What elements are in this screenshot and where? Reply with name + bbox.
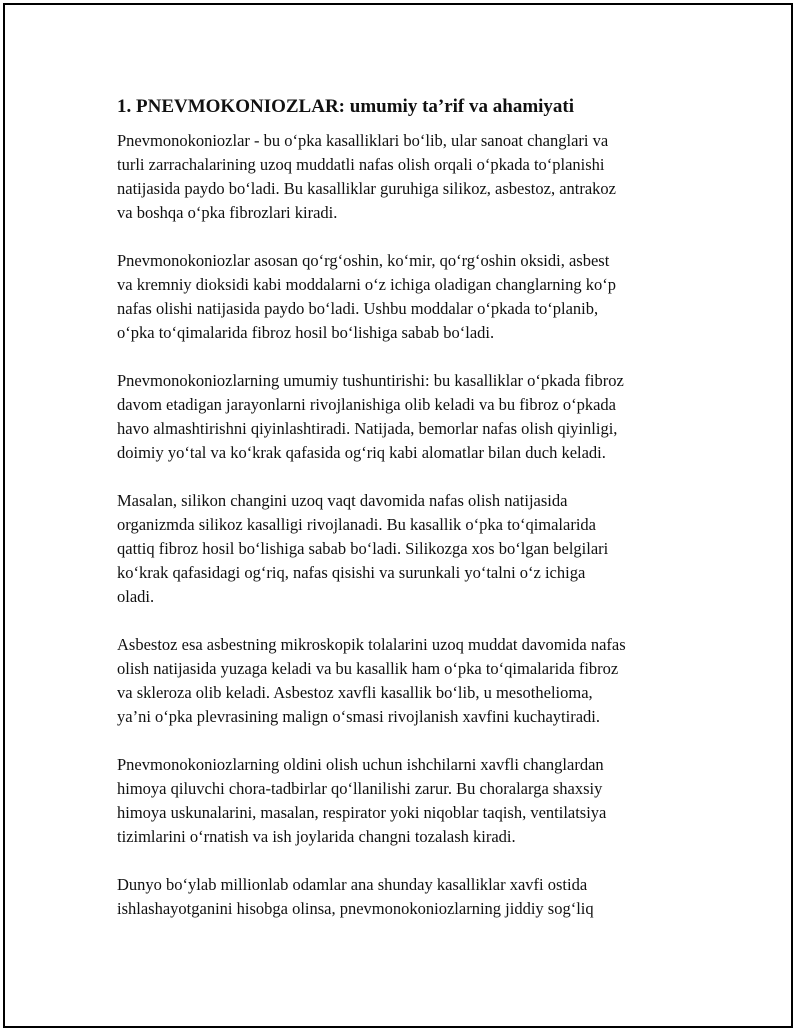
paragraph-line: davom etadigan jarayonlarni rivojlanishiga olib keladi va bu fibroz o‘pkada bbox=[117, 395, 616, 414]
paragraph bbox=[117, 369, 697, 465]
paragraph-line: ishlashayotganini hisobga olinsa, pnevmonokoniozlarning jiddiy sog‘liq bbox=[117, 899, 594, 918]
paragraph-line: havo almashtirishni qiyinlashtiradi. Natijada, bemorlar nafas olish qiyinligi, bbox=[117, 419, 618, 438]
paragraph-line: Pnevmonokoniozlar asosan qo‘rg‘oshin, ko‘mir, qo‘rg‘oshin oksidi, asbest bbox=[117, 251, 610, 270]
paragraph-line: doimiy yo‘tal va ko‘krak qafasida og‘riq kabi alomatlar bilan duch keladi. bbox=[117, 443, 606, 462]
paragraph-line: Pnevmonokoniozlarning oldini olish uchun ishchilarni xavfli changlardan bbox=[117, 755, 604, 774]
paragraph-line: Pnevmonokoniozlar - bu o‘pka kasalliklari bo‘lib, ular sanoat changlari va bbox=[117, 131, 609, 150]
paragraph-line: Pnevmonokoniozlarning umumiy tushuntirishi: bu kasalliklar o‘pkada fibroz bbox=[117, 371, 624, 390]
paragraph-line: himoya qiluvchi chora-tadbirlar qo‘llanilishi zarur. Bu choralarga shaxsiy bbox=[117, 779, 603, 798]
paragraph-line: ya’ni o‘pka plevrasining malign o‘smasi rivojlanish xavfini kuchaytiradi. bbox=[117, 707, 600, 726]
section-heading: 1. PNEVMOKONIOZLAR: umumiy ta’rif va ahamiyati bbox=[117, 96, 575, 117]
paragraph bbox=[117, 753, 697, 849]
paragraph-line: ko‘krak qafasidagi og‘riq, nafas qisishi va surunkali yo‘talni o‘z ichiga bbox=[117, 563, 586, 582]
paragraph bbox=[117, 633, 697, 729]
paragraph-line: va boshqa o‘pka fibrozlari kiradi. bbox=[117, 203, 338, 222]
paragraph-line: oladi. bbox=[117, 587, 155, 606]
document-body bbox=[117, 95, 697, 945]
paragraph-line: va kremniy dioksidi kabi moddalarni o‘z ichiga oladigan changlarning ko‘p bbox=[117, 275, 616, 294]
paragraph-line: va skleroza olib keladi. Asbestoz xavfli kasallik bo‘lib, u mesothelioma, bbox=[117, 683, 593, 702]
paragraph-line: qattiq fibroz hosil bo‘lishiga sabab bo‘ladi. Silikozga xos bo‘lgan belgilari bbox=[117, 539, 609, 558]
paragraph bbox=[117, 249, 697, 345]
paragraph-line: Masalan, silikon changini uzoq vaqt davomida nafas olish natijasida bbox=[117, 491, 568, 510]
paragraph bbox=[117, 129, 697, 225]
paragraph-line: turli zarrachalarining uzoq muddatli nafas olish orqali o‘pkada to‘planishi bbox=[117, 155, 605, 174]
paragraph-line: Dunyo bo‘ylab millionlab odamlar ana shunday kasalliklar xavfi ostida bbox=[117, 875, 588, 894]
paragraph-line: o‘pka to‘qimalarida fibroz hosil bo‘lishiga sabab bo‘ladi. bbox=[117, 323, 495, 342]
paragraph-line: tizimlarini o‘rnatish va ish joylarida changni tozalash kiradi. bbox=[117, 827, 516, 846]
paragraph-line: olish natijasida yuzaga keladi va bu kasallik ham o‘pka to‘qimalarida fibroz bbox=[117, 659, 619, 678]
paragraph bbox=[117, 489, 697, 609]
paragraph-line: natijasida paydo bo‘ladi. Bu kasalliklar guruhiga silikoz, asbestoz, antrakoz bbox=[117, 179, 616, 198]
paragraph-list bbox=[117, 129, 697, 921]
paragraph-line: organizmda silikoz kasalligi rivojlanadi. Bu kasallik o‘pka to‘qimalarida bbox=[117, 515, 596, 534]
paragraph-line: nafas olishi natijasida paydo bo‘ladi. Ushbu moddalar o‘pkada to‘planib, bbox=[117, 299, 599, 318]
paragraph bbox=[117, 873, 697, 921]
paragraph-line: himoya uskunalarini, masalan, respirator yoki niqoblar taqish, ventilatsiya bbox=[117, 803, 607, 822]
paragraph-line: Asbestoz esa asbestning mikroskopik tolalarini uzoq muddat davomida nafas bbox=[117, 635, 626, 654]
